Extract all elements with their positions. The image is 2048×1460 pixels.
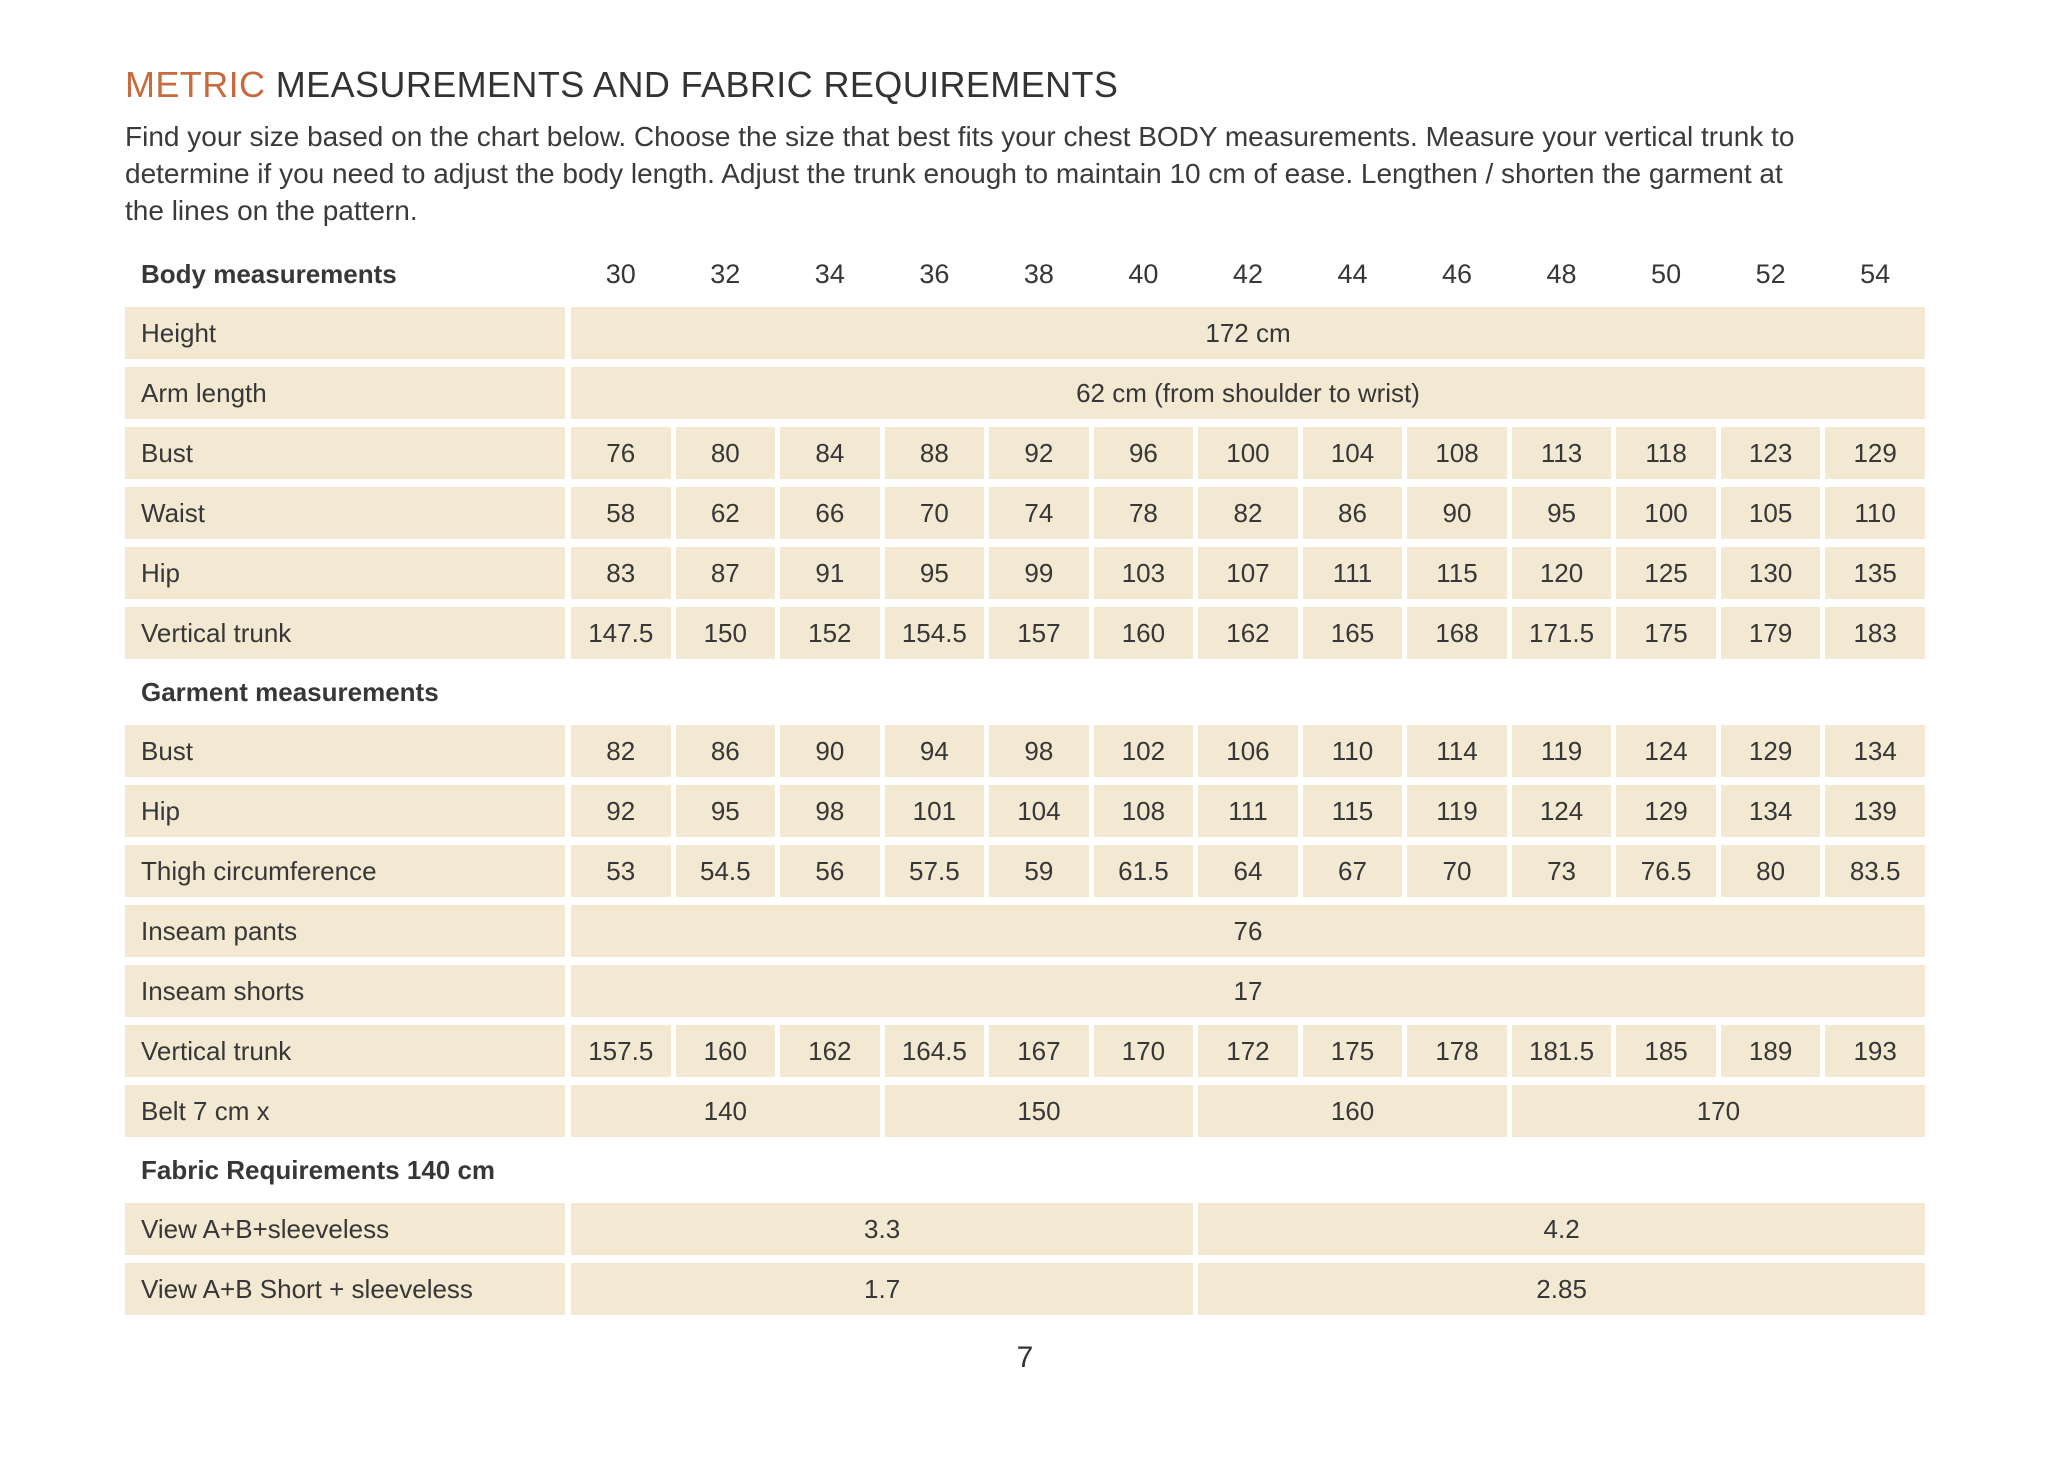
table-section-header: Garment measurements bbox=[141, 676, 439, 707]
table-cell: 59 bbox=[989, 845, 1089, 897]
row-label: Hip bbox=[125, 547, 565, 599]
table-cell: 179 bbox=[1721, 607, 1821, 659]
table-cell: 189 bbox=[1721, 1025, 1821, 1077]
table-cell: 3.3 bbox=[571, 1203, 1193, 1255]
table-cell: 115 bbox=[1407, 547, 1507, 599]
table-cell: 67 bbox=[1303, 845, 1403, 897]
row-cells bbox=[571, 547, 1925, 599]
table-cell: 119 bbox=[1407, 785, 1507, 837]
row-cells bbox=[571, 367, 1925, 419]
table-cell: 58 bbox=[571, 487, 671, 539]
table-cell: 83 bbox=[571, 547, 671, 599]
table-cell: 98 bbox=[780, 785, 880, 837]
table-cell: 92 bbox=[571, 785, 671, 837]
table-cell: 74 bbox=[989, 487, 1089, 539]
row-label: Arm length bbox=[125, 367, 565, 419]
table-cell: 62 cm (from shoulder to wrist) bbox=[571, 367, 1925, 419]
table-cell: 103 bbox=[1094, 547, 1194, 599]
table-cell: 107 bbox=[1198, 547, 1298, 599]
table-cell: 66 bbox=[780, 487, 880, 539]
row-cells bbox=[571, 1025, 1925, 1077]
table-cell: 104 bbox=[1303, 427, 1403, 479]
table-cell: 83.5 bbox=[1825, 845, 1925, 897]
table-cell: 135 bbox=[1825, 547, 1925, 599]
column-header-body-measurements: Body measurements bbox=[141, 258, 397, 289]
table-cell: 140 bbox=[571, 1085, 880, 1137]
table-cell: 94 bbox=[885, 725, 985, 777]
intro-paragraph bbox=[125, 118, 2048, 229]
row-label: Inseam shorts bbox=[125, 965, 565, 1017]
table-row bbox=[125, 547, 1925, 599]
row-label: Vertical trunk bbox=[125, 607, 565, 659]
row-cells bbox=[571, 1085, 1925, 1137]
size-column-header: 40 bbox=[1128, 258, 1159, 289]
table-cell: 118 bbox=[1616, 427, 1716, 479]
table-cell: 124 bbox=[1616, 725, 1716, 777]
table-cell: 119 bbox=[1512, 725, 1612, 777]
table-cell: 86 bbox=[1303, 487, 1403, 539]
table-cell: 129 bbox=[1825, 427, 1925, 479]
table-cell: 82 bbox=[571, 725, 671, 777]
table-cell: 104 bbox=[989, 785, 1089, 837]
table-cell: 108 bbox=[1094, 785, 1194, 837]
row-label: Height bbox=[125, 307, 565, 359]
row-cells bbox=[571, 307, 1925, 359]
table-cell: 56 bbox=[780, 845, 880, 897]
table-cell: 99 bbox=[989, 547, 1089, 599]
row-label: Waist bbox=[125, 487, 565, 539]
table-row bbox=[125, 427, 1925, 479]
table-cell: 114 bbox=[1407, 725, 1507, 777]
table-cell: 17 bbox=[571, 965, 1925, 1017]
table-cell: 98 bbox=[989, 725, 1089, 777]
row-label: Bust bbox=[125, 427, 565, 479]
table-cell: 92 bbox=[989, 427, 1089, 479]
row-cells bbox=[571, 607, 1925, 659]
table-cell: 87 bbox=[676, 547, 776, 599]
table-row bbox=[125, 307, 1925, 359]
table-row bbox=[125, 1263, 1925, 1315]
table-cell: 152 bbox=[780, 607, 880, 659]
table-cell: 80 bbox=[1721, 845, 1821, 897]
size-column-header: 42 bbox=[1232, 258, 1263, 289]
table-cell: 170 bbox=[1094, 1025, 1194, 1077]
table-cell: 183 bbox=[1825, 607, 1925, 659]
size-table bbox=[125, 249, 1925, 1315]
size-column-header: 54 bbox=[1860, 258, 1891, 289]
intro-line: the lines on the pattern. bbox=[125, 195, 418, 226]
table-cell: 1.7 bbox=[571, 1263, 1193, 1315]
table-cell: 95 bbox=[676, 785, 776, 837]
table-cell: 110 bbox=[1303, 725, 1403, 777]
table-cell: 111 bbox=[1303, 547, 1403, 599]
table-cell: 90 bbox=[1407, 487, 1507, 539]
table-cell: 90 bbox=[780, 725, 880, 777]
table-row bbox=[125, 487, 1925, 539]
table-cell: 181.5 bbox=[1512, 1025, 1612, 1077]
table-cell: 110 bbox=[1825, 487, 1925, 539]
table-cell: 175 bbox=[1616, 607, 1716, 659]
table-cell: 175 bbox=[1303, 1025, 1403, 1077]
table-row bbox=[125, 845, 1925, 897]
table-cell: 57.5 bbox=[885, 845, 985, 897]
table-cell: 88 bbox=[885, 427, 985, 479]
table-cell: 120 bbox=[1512, 547, 1612, 599]
size-column-header: 52 bbox=[1755, 258, 1786, 289]
page-number: 7 bbox=[1016, 1341, 1034, 1374]
size-column-header: 36 bbox=[919, 258, 950, 289]
table-section-header: Fabric Requirements 140 cm bbox=[141, 1154, 496, 1185]
size-column-header: 50 bbox=[1651, 258, 1682, 289]
row-label: Bust bbox=[125, 725, 565, 777]
table-header-row bbox=[125, 249, 1925, 299]
size-column-header: 38 bbox=[1023, 258, 1054, 289]
table-cell: 130 bbox=[1721, 547, 1821, 599]
table-cell: 86 bbox=[676, 725, 776, 777]
row-cells bbox=[571, 1263, 1925, 1315]
table-cell: 111 bbox=[1198, 785, 1298, 837]
table-cell: 193 bbox=[1825, 1025, 1925, 1077]
table-cell: 172 bbox=[1198, 1025, 1298, 1077]
table-row bbox=[125, 607, 1925, 659]
row-cells bbox=[571, 249, 1925, 299]
table-row bbox=[125, 1085, 1925, 1137]
size-column-header: 32 bbox=[710, 258, 741, 289]
table-cell: 73 bbox=[1512, 845, 1612, 897]
table-cell: 108 bbox=[1407, 427, 1507, 479]
intro-line: Find your size based on the chart below. Choose the size that best fits your chest BODY measurements. Measure your vertical trunk to bbox=[125, 121, 1795, 152]
row-cells bbox=[571, 965, 1925, 1017]
table-cell: 160 bbox=[1198, 1085, 1507, 1137]
row-label: Belt 7 cm x bbox=[125, 1085, 565, 1137]
table-cell: 62 bbox=[676, 487, 776, 539]
row-cells bbox=[571, 487, 1925, 539]
table-cell: 76 bbox=[571, 905, 1925, 957]
table-cell: 157 bbox=[989, 607, 1089, 659]
table-cell: 147.5 bbox=[571, 607, 671, 659]
table-cell: 129 bbox=[1721, 725, 1821, 777]
table-cell: 162 bbox=[1198, 607, 1298, 659]
table-cell: 160 bbox=[676, 1025, 776, 1077]
table-cell: 100 bbox=[1198, 427, 1298, 479]
table-row bbox=[125, 905, 1925, 957]
table-cell: 167 bbox=[989, 1025, 1089, 1077]
table-cell: 100 bbox=[1616, 487, 1716, 539]
page-title-rest: MEASUREMENTS AND FABRIC REQUIREMENTS bbox=[275, 64, 1119, 105]
table-cell: 53 bbox=[571, 845, 671, 897]
table-cell: 76 bbox=[571, 427, 671, 479]
table-cell: 2.85 bbox=[1198, 1263, 1925, 1315]
size-column-header: 30 bbox=[605, 258, 636, 289]
size-column-header: 46 bbox=[1441, 258, 1473, 289]
page-title bbox=[125, 64, 2048, 106]
table-row bbox=[125, 367, 1925, 419]
row-cells bbox=[571, 845, 1925, 897]
table-cell: 76.5 bbox=[1616, 845, 1716, 897]
table-cell: 154.5 bbox=[885, 607, 985, 659]
size-column-header: 34 bbox=[814, 258, 845, 289]
table-cell: 185 bbox=[1616, 1025, 1716, 1077]
table-cell: 101 bbox=[885, 785, 985, 837]
table-row bbox=[125, 965, 1925, 1017]
table-cell: 160 bbox=[1094, 607, 1194, 659]
table-cell: 4.2 bbox=[1198, 1203, 1925, 1255]
table-cell: 106 bbox=[1198, 725, 1298, 777]
row-label: View A+B Short + sleeveless bbox=[125, 1263, 565, 1315]
table-cell: 78 bbox=[1094, 487, 1194, 539]
table-cell: 178 bbox=[1407, 1025, 1507, 1077]
row-label: Vertical trunk bbox=[125, 1025, 565, 1077]
row-label: View A+B+sleeveless bbox=[125, 1203, 565, 1255]
row-cells bbox=[571, 905, 1925, 957]
table-cell: 61.5 bbox=[1094, 845, 1194, 897]
table-cell: 113 bbox=[1512, 427, 1612, 479]
table-cell: 96 bbox=[1094, 427, 1194, 479]
table-row bbox=[125, 1203, 1925, 1255]
table-cell: 84 bbox=[780, 427, 880, 479]
table-cell: 134 bbox=[1825, 725, 1925, 777]
size-column-header: 48 bbox=[1546, 258, 1577, 289]
table-cell: 170 bbox=[1512, 1085, 1925, 1137]
row-cells bbox=[571, 427, 1925, 479]
size-column-header: 44 bbox=[1337, 258, 1368, 289]
table-cell: 164.5 bbox=[885, 1025, 985, 1077]
intro-line: determine if you need to adjust the body length. Adjust the trunk enough to maintain 10 cm of ease. Lengthen / shorten the garment at bbox=[125, 158, 1783, 189]
table-cell: 70 bbox=[885, 487, 985, 539]
table-cell: 115 bbox=[1303, 785, 1403, 837]
row-label: Hip bbox=[125, 785, 565, 837]
table-cell: 54.5 bbox=[676, 845, 776, 897]
table-cell: 124 bbox=[1512, 785, 1612, 837]
table-cell: 168 bbox=[1407, 607, 1507, 659]
table-cell: 105 bbox=[1721, 487, 1821, 539]
table-cell: 80 bbox=[676, 427, 776, 479]
table-row bbox=[125, 785, 1925, 837]
table-cell: 95 bbox=[1512, 487, 1612, 539]
table-cell: 134 bbox=[1721, 785, 1821, 837]
table-cell: 157.5 bbox=[571, 1025, 671, 1077]
table-cell: 95 bbox=[885, 547, 985, 599]
table-row bbox=[125, 1025, 1925, 1077]
table-cell: 150 bbox=[676, 607, 776, 659]
page-title-highlight: METRIC bbox=[125, 64, 266, 105]
table-cell: 82 bbox=[1198, 487, 1298, 539]
table-cell: 139 bbox=[1825, 785, 1925, 837]
table-cell: 70 bbox=[1407, 845, 1507, 897]
table-cell: 172 cm bbox=[571, 307, 1925, 359]
table-cell: 91 bbox=[780, 547, 880, 599]
table-cell: 165 bbox=[1303, 607, 1403, 659]
row-cells bbox=[571, 1203, 1925, 1255]
table-cell: 64 bbox=[1198, 845, 1298, 897]
table-cell: 162 bbox=[780, 1025, 880, 1077]
table-cell: 123 bbox=[1721, 427, 1821, 479]
row-label: Thigh circumference bbox=[125, 845, 565, 897]
table-cell: 150 bbox=[885, 1085, 1194, 1137]
row-label: Inseam pants bbox=[125, 905, 565, 957]
table-cell: 129 bbox=[1616, 785, 1716, 837]
table-cell: 171.5 bbox=[1512, 607, 1612, 659]
table-cell: 125 bbox=[1616, 547, 1716, 599]
row-cells bbox=[571, 725, 1925, 777]
row-cells bbox=[571, 785, 1925, 837]
table-cell: 102 bbox=[1094, 725, 1194, 777]
table-row bbox=[125, 725, 1925, 777]
